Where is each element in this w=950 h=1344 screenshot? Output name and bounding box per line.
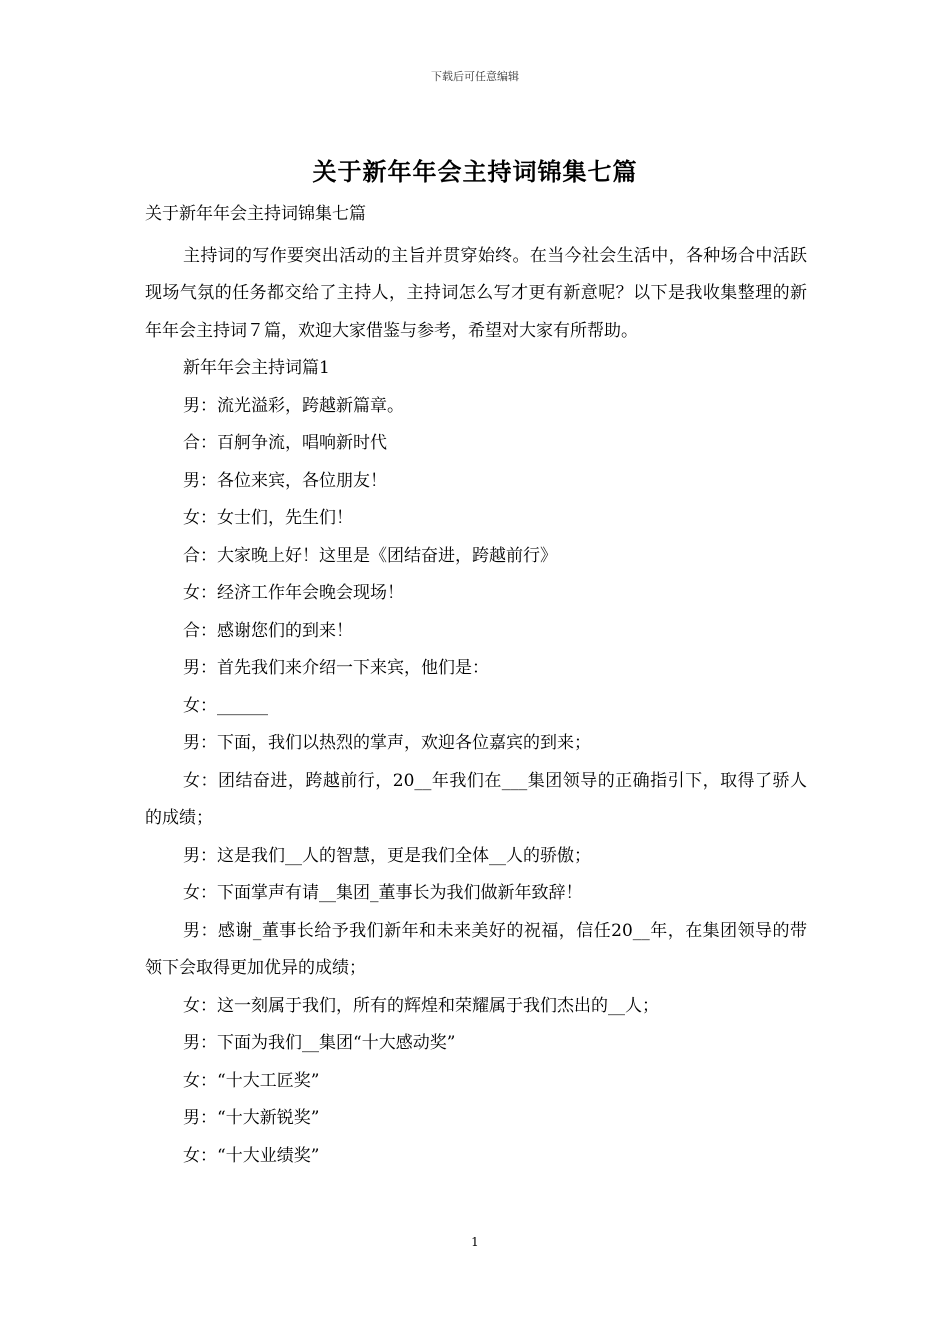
script-line: 女：女士们，先生们！ [183,508,353,528]
script-line: 男：这是我们__人的智慧，更是我们全体__人的骄傲； [183,845,591,866]
section-heading: 新年年会主持词篇1 [183,358,330,378]
script-line: 女：这一刻属于我们，所有的辉煌和荣耀属于我们杰出的__人； [183,995,659,1016]
subtitle-line: 关于新年年会主持词锦集七篇 [145,204,366,224]
script-line: 男：“十大新锐奖” [183,1108,320,1128]
script-line: 男：首先我们来介绍一下来宾，他们是： [183,658,489,678]
intro-paragraph: 主持词的写作要突出活动的主旨并贯穿始终。在当今社会生活中，各种场合中活跃现场气氛的任务都交给了主持人，主持词怎么写才更有新意呢？以下是我收集整理的新年年会主持词７篇，欢迎大家借鉴与参考，希望对大家有所帮助。 [145,245,807,341]
script-line: 男：下面为我们__集团“十大感动奖” [183,1033,456,1053]
script-line: 女：______ [183,695,268,716]
script-line: 合：百舸争流，唱响新时代 [183,433,387,453]
script-line: 女：下面掌声有请__集团_董事长为我们做新年致辞！ [183,883,583,903]
document-body [145,196,807,1175]
page-header-note: 下载后可任意编辑 [431,70,519,83]
page-number: 1 [471,1235,479,1249]
script-line: 女：团结奋进，跨越前行，20__年我们在___集团领导的正确指引下，取得了骄人的成绩； [145,770,807,828]
script-line: 女：经济工作年会晚会现场！ [183,583,404,603]
script-line: 男：下面，我们以热烈的掌声，欢迎各位嘉宾的到来； [183,733,591,753]
document-title: 关于新年年会主持词锦集七篇 [312,157,638,186]
script-line: 女：“十大业绩奖” [183,1145,320,1166]
script-line: 男：流光溢彩，跨越新篇章。 [183,395,404,416]
script-line: 合：感谢您们的到来！ [183,620,353,641]
script-line: 男：感谢_董事长给予我们新年和未来美好的祝福，信任20__年，在集团领导的带领下会取得更加优异的成绩； [145,920,807,978]
script-line: 合：大家晚上好！这里是《团结奋进，跨越前行》 [183,545,557,566]
script-line: 女：“十大工匠奖” [183,1070,320,1091]
script-line: 男：各位来宾，各位朋友！ [183,470,387,491]
